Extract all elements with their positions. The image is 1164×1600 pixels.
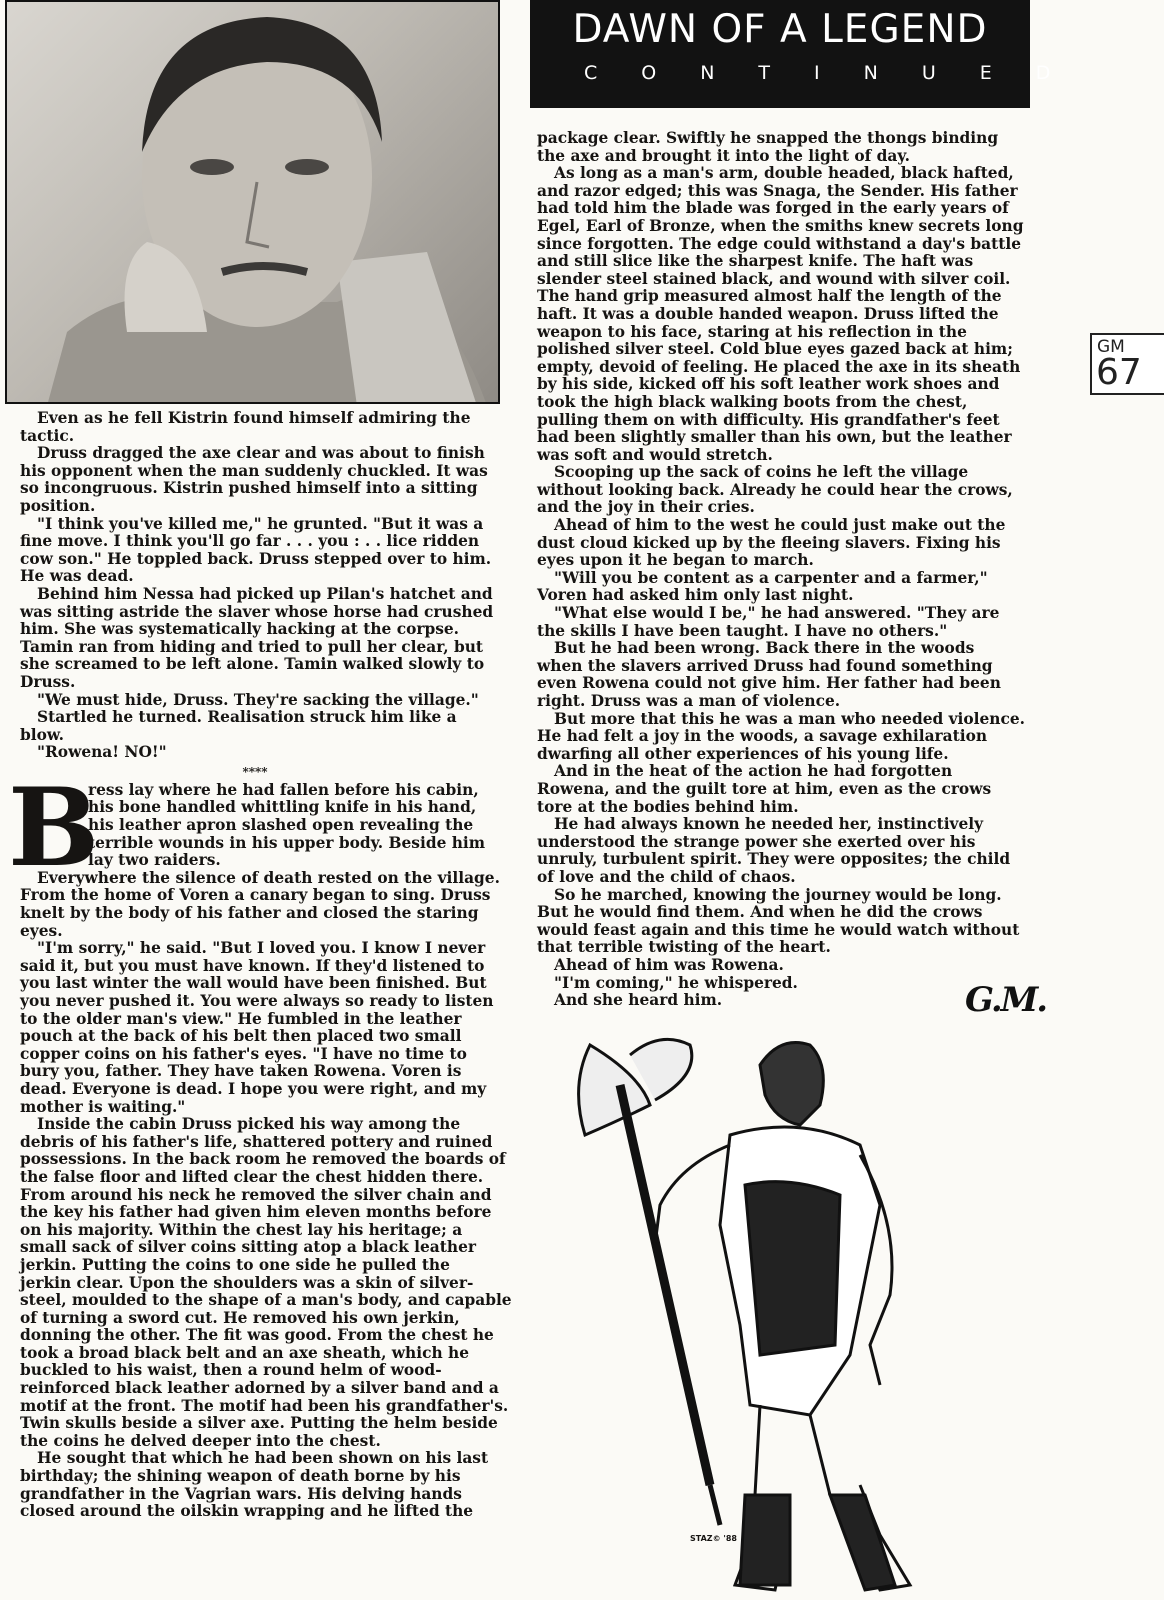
text-line: From the home of Voren a canary began to sing. Druss bbox=[20, 886, 491, 905]
author-signature: G.M. bbox=[965, 980, 1047, 1020]
paragraph bbox=[537, 992, 1037, 1010]
paragraph bbox=[20, 744, 510, 762]
text-line: him. She was systematically hacking at the corpse. bbox=[20, 620, 460, 639]
text-line: But more that this he was a man who needed violence. bbox=[554, 709, 1026, 728]
text-line: copper coins on his father's eyes. "I have no time to bbox=[20, 1044, 467, 1063]
text-line: donning the other. The fit was good. From the chest he bbox=[20, 1326, 494, 1345]
paragraph bbox=[88, 782, 510, 870]
text-line: "I'm sorry," he said. "But I loved you. I know I never bbox=[37, 939, 486, 958]
text-line: And she heard him. bbox=[554, 991, 723, 1010]
paragraph bbox=[537, 605, 1037, 640]
text-line: had told him the blade was forged in the early years of bbox=[537, 199, 1009, 218]
text-line: But he would find them. And when he did the crows bbox=[537, 903, 983, 922]
right-text-column bbox=[537, 130, 1037, 1010]
text-line: empty, devoid of feeling. He placed the axe in its sheath bbox=[537, 357, 1021, 376]
text-line: buckled to his waist, then a round helm of wood- bbox=[20, 1361, 442, 1380]
text-line: Druss. bbox=[20, 672, 76, 691]
text-line: So he marched, knowing the journey would be long. bbox=[554, 885, 1002, 904]
paragraph bbox=[20, 709, 510, 744]
text-line: position. bbox=[20, 496, 96, 515]
text-line: Voren had asked him only last night. bbox=[537, 586, 854, 605]
paragraph bbox=[20, 1116, 510, 1450]
illustration-credit: STAZ© '88 bbox=[690, 1534, 737, 1543]
text-line: had been slightly smaller than his own, but the leather bbox=[537, 428, 1012, 447]
text-line: grandfather in the Vagrian wars. His delving hands bbox=[20, 1484, 462, 1503]
paragraph bbox=[537, 763, 1037, 816]
text-line: He had felt a joy in the woods, a savage exhilaration bbox=[537, 727, 988, 746]
text-line: knelt by the body of his father and closed the staring bbox=[20, 904, 479, 923]
text-line: From around his neck he removed the silver chain and bbox=[20, 1185, 492, 1204]
text-line: and still slice like the sharpest knife. The haft was bbox=[537, 252, 974, 271]
text-line: terrible wounds in his upper body. Beside him bbox=[88, 833, 486, 852]
left-text-column bbox=[8, 409, 512, 1521]
text-line: dwarfing all other experiences of his young life. bbox=[537, 744, 949, 763]
article-title: DAWN OF A LEGEND bbox=[572, 7, 988, 52]
text-line: Druss dragged the axe clear and was about to finish bbox=[37, 444, 485, 463]
text-line: even Rowena could not give him. Her father had been bbox=[537, 674, 1001, 693]
paragraph bbox=[537, 464, 1037, 517]
text-line: the axe and brought it into the light of day. bbox=[537, 146, 910, 165]
paragraph bbox=[20, 586, 510, 692]
text-line: steel, moulded to the shape of a man's body, and capable bbox=[20, 1291, 512, 1310]
paragraph bbox=[537, 816, 1037, 886]
text-line: was soft and would stretch. bbox=[537, 445, 773, 464]
text-line: by his side, kicked off his soft leather work shoes and bbox=[537, 375, 1000, 394]
warrior-with-axe-illustration bbox=[560, 1025, 980, 1600]
paragraph bbox=[537, 517, 1037, 570]
text-line: pulling them on with difficulty. His grandfather's feet bbox=[537, 410, 1000, 429]
text-line: tactic. bbox=[20, 426, 75, 445]
text-line: haft. It was a double handed weapon. Druss lifted the bbox=[537, 304, 999, 323]
paragraph bbox=[20, 692, 510, 710]
text-line: Inside the cabin Druss picked his way among the bbox=[37, 1115, 461, 1134]
paragraph bbox=[20, 410, 510, 445]
text-line: Ahead of him to the west he could just make out the bbox=[554, 516, 1006, 535]
page-number-tab bbox=[1090, 333, 1164, 395]
text-line: Ahead of him was Rowena. bbox=[554, 955, 784, 974]
paragraph bbox=[537, 130, 1037, 165]
text-line: cow son." He toppled back. Druss stepped over to him. bbox=[20, 549, 492, 568]
text-line: dead. Everyone is dead. I hope you were right, and my bbox=[20, 1079, 487, 1098]
text-line: took a broad black belt and an axe sheath, which he bbox=[20, 1343, 469, 1362]
paragraph bbox=[20, 445, 510, 515]
text-line: that terrible twisting of the heart. bbox=[537, 938, 831, 957]
magazine-label: GM bbox=[1097, 337, 1125, 357]
text-line: Tamin ran from hiding and tried to pull her clear, but bbox=[20, 637, 484, 656]
text-line: And in the heat of the action he had forgotten bbox=[554, 762, 953, 781]
text-line: blow. bbox=[20, 725, 64, 744]
text-line: Behind him Nessa had picked up Pilan's hatchet and bbox=[37, 584, 493, 603]
text-line: He was dead. bbox=[20, 567, 134, 586]
text-line: "I think you've killed me," he grunted. "But it was a bbox=[37, 514, 484, 533]
text-line: unruly, turbulent spirit. They were opposites; the child bbox=[537, 850, 1011, 869]
text-line: eyes upon it he began to march. bbox=[537, 551, 814, 570]
drop-cap-letter: B bbox=[8, 764, 100, 891]
paragraph bbox=[537, 711, 1037, 764]
text-line: birthday; the shining weapon of death borne by his bbox=[20, 1467, 461, 1486]
text-line: took the high black walking boots from the chest, bbox=[537, 392, 968, 411]
text-line: Startled he turned. Realisation struck him like a bbox=[37, 708, 457, 727]
article-title-banner bbox=[530, 0, 1095, 108]
text-line: package clear. Swiftly he snapped the thongs binding bbox=[537, 129, 999, 147]
portrait-image bbox=[7, 2, 500, 404]
text-line: of turning a sword cut. He removed his own jerkin, bbox=[20, 1308, 460, 1327]
text-line: and razor edged; this was Snaga, the Sender. His father bbox=[537, 181, 1018, 200]
text-line: "Will you be content as a carpenter and a farmer," bbox=[554, 568, 988, 587]
text-line: on his majority. Within the chest lay his heritage; a bbox=[20, 1220, 463, 1239]
text-line: to the older man's view." He fumbled in the leather bbox=[20, 1009, 462, 1028]
text-line: she screamed to be left alone. Tamin walked slowly to bbox=[20, 655, 485, 674]
text-line: fine move. I think you'll go far . . . you : . . lice ridden bbox=[20, 532, 480, 551]
text-line: pouch at the back of his belt then placed two small bbox=[20, 1027, 462, 1046]
text-line: right. Druss was a man of violence. bbox=[537, 692, 841, 710]
text-line: mother is waiting." bbox=[20, 1097, 186, 1116]
text-line: you never pushed it. You were always so ready to listen bbox=[20, 992, 494, 1010]
text-line: motif at the front. The motif had been his grandfather's. bbox=[20, 1396, 509, 1415]
paragraph bbox=[537, 165, 1037, 464]
text-line: said it, but you must have known. If they'd listened to bbox=[20, 956, 485, 975]
text-line: since forgotten. The edge could withstand a day's battle bbox=[537, 234, 1021, 253]
text-line: would feast again and this time he would watch without bbox=[537, 920, 1020, 939]
text-line: But he had been wrong. Back there in the woods bbox=[554, 639, 975, 658]
text-line: the key his father had given him eleven months before bbox=[20, 1203, 492, 1222]
text-line: the false floor and lifted clear the chest hidden there. bbox=[20, 1167, 484, 1186]
text-line: reinforced black leather adorned by a silver band and a bbox=[20, 1379, 499, 1398]
text-line: his leather apron slashed open revealing the bbox=[88, 816, 474, 835]
text-line: of love and the child of chaos. bbox=[537, 867, 796, 886]
text-line: Everywhere the silence of death rested on the village. bbox=[37, 868, 500, 887]
text-line: The hand grip measured almost half the length of the bbox=[537, 287, 1002, 306]
text-line: "I'm coming," he whispered. bbox=[554, 973, 798, 992]
text-line: dust cloud kicked up by the fleeing slavers. Fixing his bbox=[537, 533, 1001, 552]
text-line: "What else would I be," he had answered. "They are bbox=[554, 604, 1000, 623]
text-line: polished silver steel. Cold blue eyes gazed back at him; bbox=[537, 340, 1013, 359]
text-line: Egel, Earl of Bronze, when the smiths knew secrets long bbox=[537, 216, 1024, 235]
text-line: bury you, father. They have taken Rowena. Voren is bbox=[20, 1062, 462, 1081]
article-subtitle: CONTINUED bbox=[584, 62, 1095, 84]
text-line: so incongruous. Kistrin pushed himself into a sitting bbox=[20, 479, 478, 498]
text-line: understood the strange power she exerted over his bbox=[537, 832, 976, 851]
paragraph bbox=[20, 940, 510, 1116]
page-number: 67 bbox=[1096, 352, 1142, 393]
paragraph bbox=[20, 516, 510, 586]
text-line: his opponent when the man suddenly chuckled. It was bbox=[20, 461, 488, 480]
text-line: Scooping up the sack of coins he left the village bbox=[554, 463, 969, 482]
text-line: you last winter the wall would have been finished. But bbox=[20, 974, 487, 993]
text-line: "We must hide, Druss. They're sacking the village." bbox=[37, 690, 479, 709]
section-separator: **** bbox=[242, 764, 268, 779]
text-line: the skills I have been taught. I have no others." bbox=[537, 621, 948, 640]
text-line: debris of his father's life, shattered pottery and ruined bbox=[20, 1132, 493, 1151]
text-line: Even as he fell Kistrin found himself admiring the bbox=[37, 409, 471, 427]
text-line: weapon to his face, staring at his reflection in the bbox=[537, 322, 967, 341]
text-line: He sought that which he had been shown on his last bbox=[37, 1449, 489, 1468]
text-line: jerkin clear. Upon the shoulders was a skin of silver- bbox=[20, 1273, 474, 1292]
author-portrait-photo bbox=[5, 0, 500, 404]
text-line: without looking back. Already he could hear the crows, bbox=[537, 480, 1013, 499]
text-line: He had always known he needed her, instinctively bbox=[554, 815, 984, 834]
text-line: ress lay where he had fallen before his cabin, bbox=[88, 780, 479, 799]
text-line: small sack of silver coins sitting atop a black leather bbox=[20, 1238, 476, 1257]
text-line: As long as a man's arm, double headed, black hafted, bbox=[554, 164, 1014, 183]
text-line: and the joy in their cries. bbox=[537, 498, 755, 517]
text-line: was sitting astride the slaver whose horse had crushed bbox=[20, 602, 494, 621]
text-line: Rowena, and the guilt tore at him, even as the crows bbox=[537, 779, 992, 798]
text-line: slender steel stained black, and wound with silver coil. bbox=[537, 269, 1011, 288]
paragraph bbox=[20, 1450, 510, 1520]
text-line: closed around the oilskin wrapping and he lifted the bbox=[20, 1502, 474, 1521]
paragraph bbox=[537, 640, 1037, 710]
text-line: his bone handled whittling knife in his hand, bbox=[88, 798, 477, 817]
text-line: tore at the bodies behind him. bbox=[537, 797, 799, 816]
text-line: "Rowena! NO!" bbox=[37, 743, 167, 762]
paragraph bbox=[537, 957, 1037, 975]
text-line: jerkin. Putting the coins to one side he pulled the bbox=[20, 1255, 450, 1274]
paragraph bbox=[537, 887, 1037, 957]
text-line: eyes. bbox=[20, 921, 63, 940]
text-line: when the slavers arrived Druss had found something bbox=[537, 656, 993, 675]
text-line: the coins he delved deeper into the chest. bbox=[20, 1431, 381, 1450]
paragraph bbox=[537, 570, 1037, 605]
text-line: possessions. In the back room he removed the boards of bbox=[20, 1150, 506, 1169]
text-line: Twin skulls beside a silver axe. Putting the helm beside bbox=[20, 1414, 498, 1433]
paragraph bbox=[537, 975, 1037, 993]
text-line: lay two raiders. bbox=[88, 851, 221, 870]
